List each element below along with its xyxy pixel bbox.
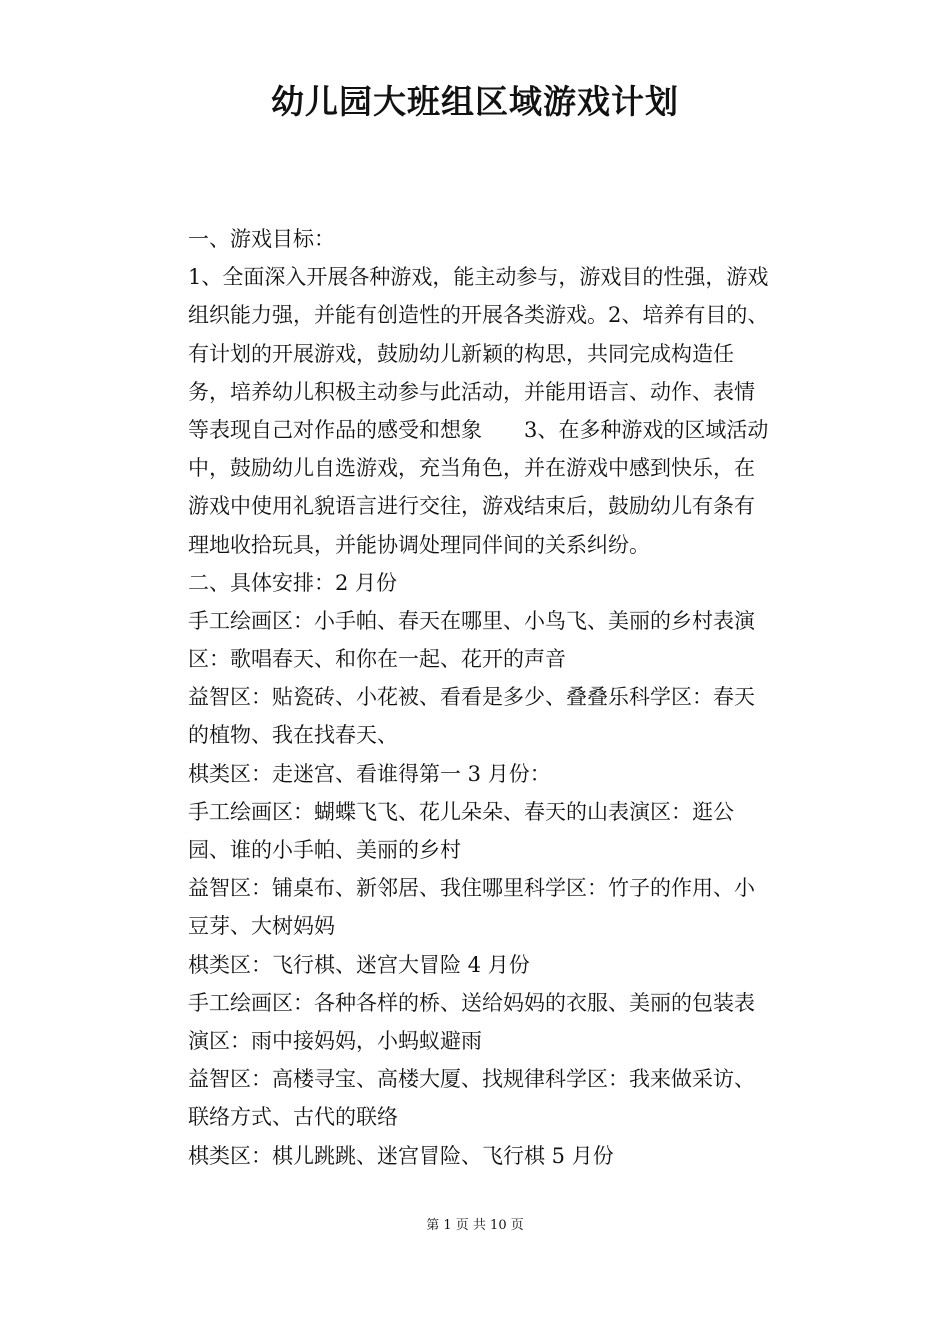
text-line: 棋类区：棋儿跳跳、迷宫冒险、飞行棋 5 月份	[188, 1143, 614, 1168]
text-line: 益智区：贴瓷砖、小花被、看看是多少、叠叠乐科学区：春天	[188, 685, 755, 710]
text-line: 联络方式、古代的联络	[188, 1105, 398, 1130]
text-line: 棋类区：走迷宫、看谁得第一 3 月份：	[188, 761, 551, 786]
text-line: 1、全面深入开展各种游戏，能主动参与，游戏目的性强，游戏	[188, 265, 769, 290]
text-line: 演区：雨中接妈妈，小蚂蚁避雨	[188, 1028, 482, 1053]
text-line: 豆芽、大树妈妈	[188, 914, 335, 939]
page-number-footer: 第 1 页 共 10 页	[426, 1218, 524, 1233]
text-line: 理地收拾玩具，并能协调处理同伴间的关系纠纷。	[188, 532, 650, 557]
text-line: 有计划的开展游戏，鼓励幼儿新颖的构思，共同完成构造任	[188, 341, 734, 366]
text-line: 务，培养幼儿积极主动参与此活动，并能用语言、动作、表情	[188, 379, 755, 404]
text-line: 手工绘画区：小手帕、春天在哪里、小鸟飞、美丽的乡村表演	[188, 608, 755, 633]
text-line: 等表现自己对作品的感受和想象 3、在多种游戏的区域活动	[188, 417, 769, 442]
text-line: 组织能力强，并能有创造性的开展各类游戏。2、培养有目的、	[188, 303, 769, 328]
text-line: 的植物、我在找春天、	[188, 723, 398, 748]
text-line: 区：歌唱春天、和你在一起、花开的声音	[188, 647, 566, 672]
text-line: 益智区：高楼寻宝、高楼大厦、找规律科学区：我来做采访、	[188, 1067, 755, 1092]
text-line: 手工绘画区：蝴蝶飞飞、花儿朵朵、春天的山表演区：逛公	[188, 799, 734, 824]
text-line: 游戏中使用礼貌语言进行交往，游戏结束后，鼓励幼儿有条有	[188, 494, 755, 519]
text-line: 棋类区：飞行棋、迷宫大冒险 4 月份	[188, 952, 530, 977]
text-line: 手工绘画区：各种各样的桥、送给妈妈的衣服、美丽的包装表	[188, 990, 755, 1015]
text-line: 二、具体安排：2 月份	[188, 570, 398, 595]
text-line: 园、谁的小手帕、美丽的乡村	[188, 838, 461, 862]
text-line: 一、游戏目标：	[188, 227, 335, 251]
document-body	[188, 220, 810, 1175]
text-line: 中，鼓励幼儿自选游戏，充当角色，并在游戏中感到快乐，在	[188, 456, 755, 481]
page-title: 幼儿园大班组区域游戏计划	[271, 82, 679, 121]
text-line: 益智区：铺桌布、新邻居、我住哪里科学区：竹子的作用、小	[188, 876, 755, 901]
